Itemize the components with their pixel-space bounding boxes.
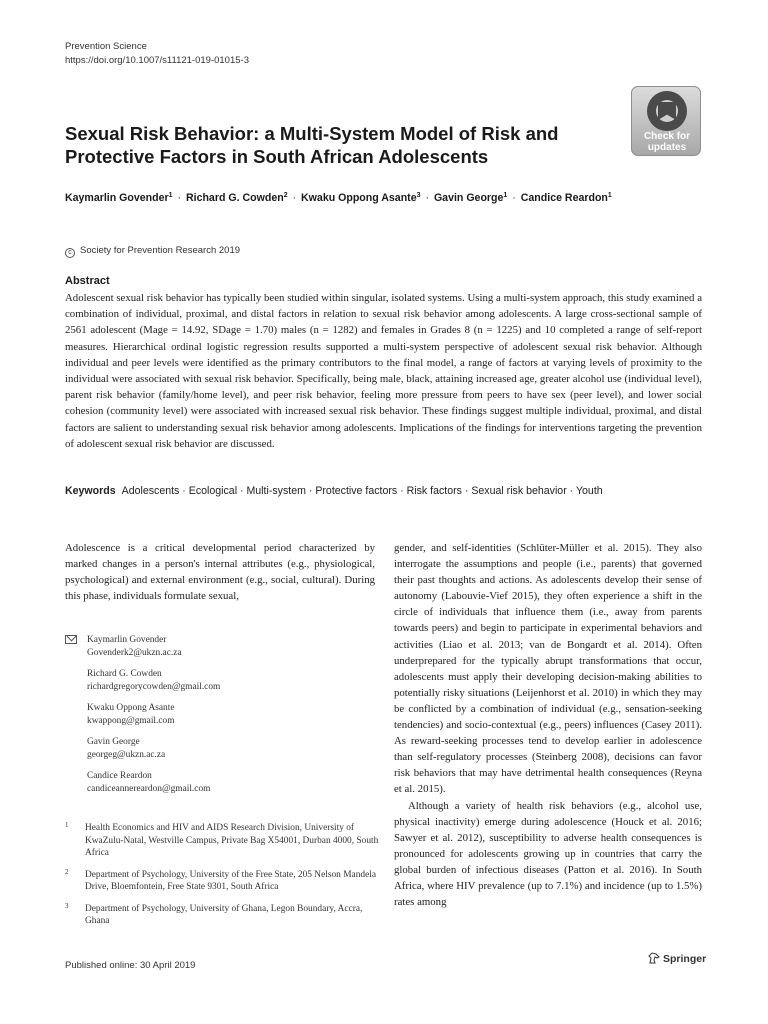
affiliation-number: 1: [65, 821, 69, 829]
author-separator: ·: [292, 192, 297, 204]
keywords-text: Adolescents · Ecological · Multi-system · Protective factors · Risk factors · Sexual risk behavior · Youth: [121, 485, 603, 497]
contact-entry: [65, 770, 375, 795]
author-name[interactable]: Kwaku Oppong Asante: [301, 192, 417, 204]
author-affil-ref: 1: [168, 192, 173, 199]
author-separator: ·: [425, 192, 429, 204]
journal-name: Prevention Science: [65, 41, 147, 52]
affiliation-entry: [65, 903, 380, 928]
affiliation-number: 3: [65, 901, 69, 910]
intro-paragraph: Adolescence is a critical developmental period characterized by marked changes in a person's internal attributes (e.g., physiological, psychological) and external environment (e.g., social, cultural). During this phase, individuals formulate sexual,: [65, 542, 375, 603]
updates-label: updates: [647, 142, 687, 153]
copyright-text: Society for Prevention Research 2019: [80, 245, 241, 256]
keywords-line: [65, 485, 603, 497]
author-name[interactable]: Gavin George: [433, 192, 504, 204]
abstract-text: Adolescent sexual risk behavior has typically been studied within singular, isolated systems. Using a multi-system approach, this study examined a combination of individual, proximal, and distal factors in relation to sexual risk behavior among adolescents. A large cross-sectional sample of 2561 adolescent (Mage = 14.92, SDage = 1.70) males (n = 1282) and females in Grades 8 (n = 1225) and 10 completed a range of self-report measures. Hierarchical ordinal logistic regression results supported a multi-system perspective of adolescent sexual risk behavior. Although individual and peer levels were identified as the primary contributors to the final model, a range of factors at varying levels of proximity to the individual were associated with sexual risk behavior. Specifically, being male, black, attaining increased age, greater alcohol use (individual level), parent risk behavior (family/home level), and peer risk behavior, feeling more pressure from peers to have sex (peer level), and lower social cohesion (community level) were associated with increased sexual risk behavior. These findings suggest multiple individual, proximal, and distal factors are salient to understanding sexual risk behavior among adolescents. Implications of the findings for interventions targeting the prevention of adolescent sexual risk behavior are discussed.: [65, 292, 702, 450]
author-affil-ref: 1: [503, 192, 508, 199]
author-contacts: [65, 634, 375, 804]
article-title: Sexual Risk Behavior: a Multi-System Model of Risk and Protective Factors in South African Adolescents: [65, 123, 559, 167]
affiliation-text: Health Economics and HIV and AIDS Research Division, University of KwaZulu-Natal, Westville Campus, Private Bag X54001, Durban 4000, South Africa: [85, 823, 379, 858]
affiliation-entry: [65, 869, 380, 894]
affiliations: [65, 822, 380, 937]
contact-entry: [65, 668, 375, 693]
check-for-label: Check for: [643, 131, 691, 142]
copyright-line: [65, 245, 240, 258]
author-affil-ref: 3: [416, 192, 421, 199]
contact-email[interactable]: kwappong@gmail.com: [87, 715, 175, 726]
contact-name: Candice Reardon: [87, 771, 152, 781]
affiliation-entry: [65, 822, 380, 860]
body-paragraph: Although a variety of health risk behaviors (e.g., alcohol use, physical inactivity) emerge during adolescence (Houck et al. 2016; Sawyer et al. 2012), susceptibility to adverse health consequences is pronounced for adolescents growing up in countries that carry the global burden of infectious diseases (Patton et al. 2016). In South Africa, where HIV prevalence (up to 7.1%) and incidence (up to 1.5%) rates among: [394, 799, 702, 909]
contact-email[interactable]: richardgregorycowden@gmail.com: [87, 681, 221, 692]
contact-entry: [65, 736, 375, 761]
publisher-logo: [648, 952, 706, 965]
publisher-name: Springer: [663, 953, 707, 965]
contact-email[interactable]: Govenderk2@ukzn.ac.za: [87, 647, 182, 658]
author-name[interactable]: Richard G. Cowden: [185, 192, 284, 204]
check-for-updates-badge[interactable]: [631, 86, 701, 156]
contact-name: Gavin George: [87, 737, 140, 747]
author-list: [65, 192, 705, 204]
contact-email[interactable]: georgeg@ukzn.ac.za: [87, 749, 166, 760]
author-affil-ref: 2: [283, 192, 288, 199]
contact-entry: [65, 702, 375, 727]
contact-entry: [65, 634, 375, 659]
contact-email[interactable]: candiceannereardon@gmail.com: [87, 783, 211, 794]
contact-name: Kaymarlin Govender: [87, 635, 167, 645]
affiliation-text: Department of Psychology, University of Ghana, Legon Boundary, Accra, Ghana: [85, 903, 363, 926]
springer-horse-icon: [648, 952, 660, 964]
author-name[interactable]: Candice Reardon: [520, 192, 608, 204]
author-name[interactable]: Kaymarlin Govender: [65, 192, 169, 204]
envelope-icon: [65, 635, 77, 644]
body-paragraph: gender, and self-identities (Schlüter-Müller et al. 2015). They also interrogate the assumptions and people (i.e., parents) that governed their past thoughts and actions. As adolescents develop their sense of autonomy (Labouvie-Vief 2015), they often experience a shift in the circle of individuals that influence them (i.e., away from parents towards peers) and begin to participate in experimental behaviors and activities (Liao et al. 2013; van de Bongardt et al. 2014). Often underprepared for the typically abrupt transformations that occur, adolescents must apply their developing decision-making abilities to potentially risky situations (Leijenhorst et al. 2010) in which they may be conflicted by a combination of individual (e.g., sensation-seeking tendencies) and socio-contextual (e.g., peers) influences (Casey 2011). As reward-seeking processes tend to develop earlier in adolescence than self-regulatory processes (Steinberg 2008), decisions can favor risk behaviors that may have detrimental health consequences (Reyna et al. 2015).: [394, 542, 702, 796]
author-separator: ·: [512, 192, 516, 204]
affiliation-number: 2: [65, 867, 69, 876]
keywords-heading: Keywords: [65, 485, 116, 497]
author-separator: ·: [177, 192, 182, 204]
doi-link[interactable]: https://doi.org/10.1007/s11121-019-01015-3: [65, 55, 249, 66]
copyright-icon: c: [65, 248, 75, 258]
abstract-heading: Abstract: [65, 275, 110, 287]
contact-name: Kwaku Oppong Asante: [87, 703, 175, 713]
affiliation-text: Department of Psychology, University of the Free State, 205 Nelson Mandela Drive, Bloemfontein, Free State 9301, South Africa: [85, 869, 376, 892]
published-date: Published online: 30 April 2019: [65, 960, 196, 971]
author-affil-ref: 1: [607, 192, 612, 199]
body-right-column: [394, 540, 702, 910]
contact-name: Richard G. Cowden: [87, 669, 162, 679]
